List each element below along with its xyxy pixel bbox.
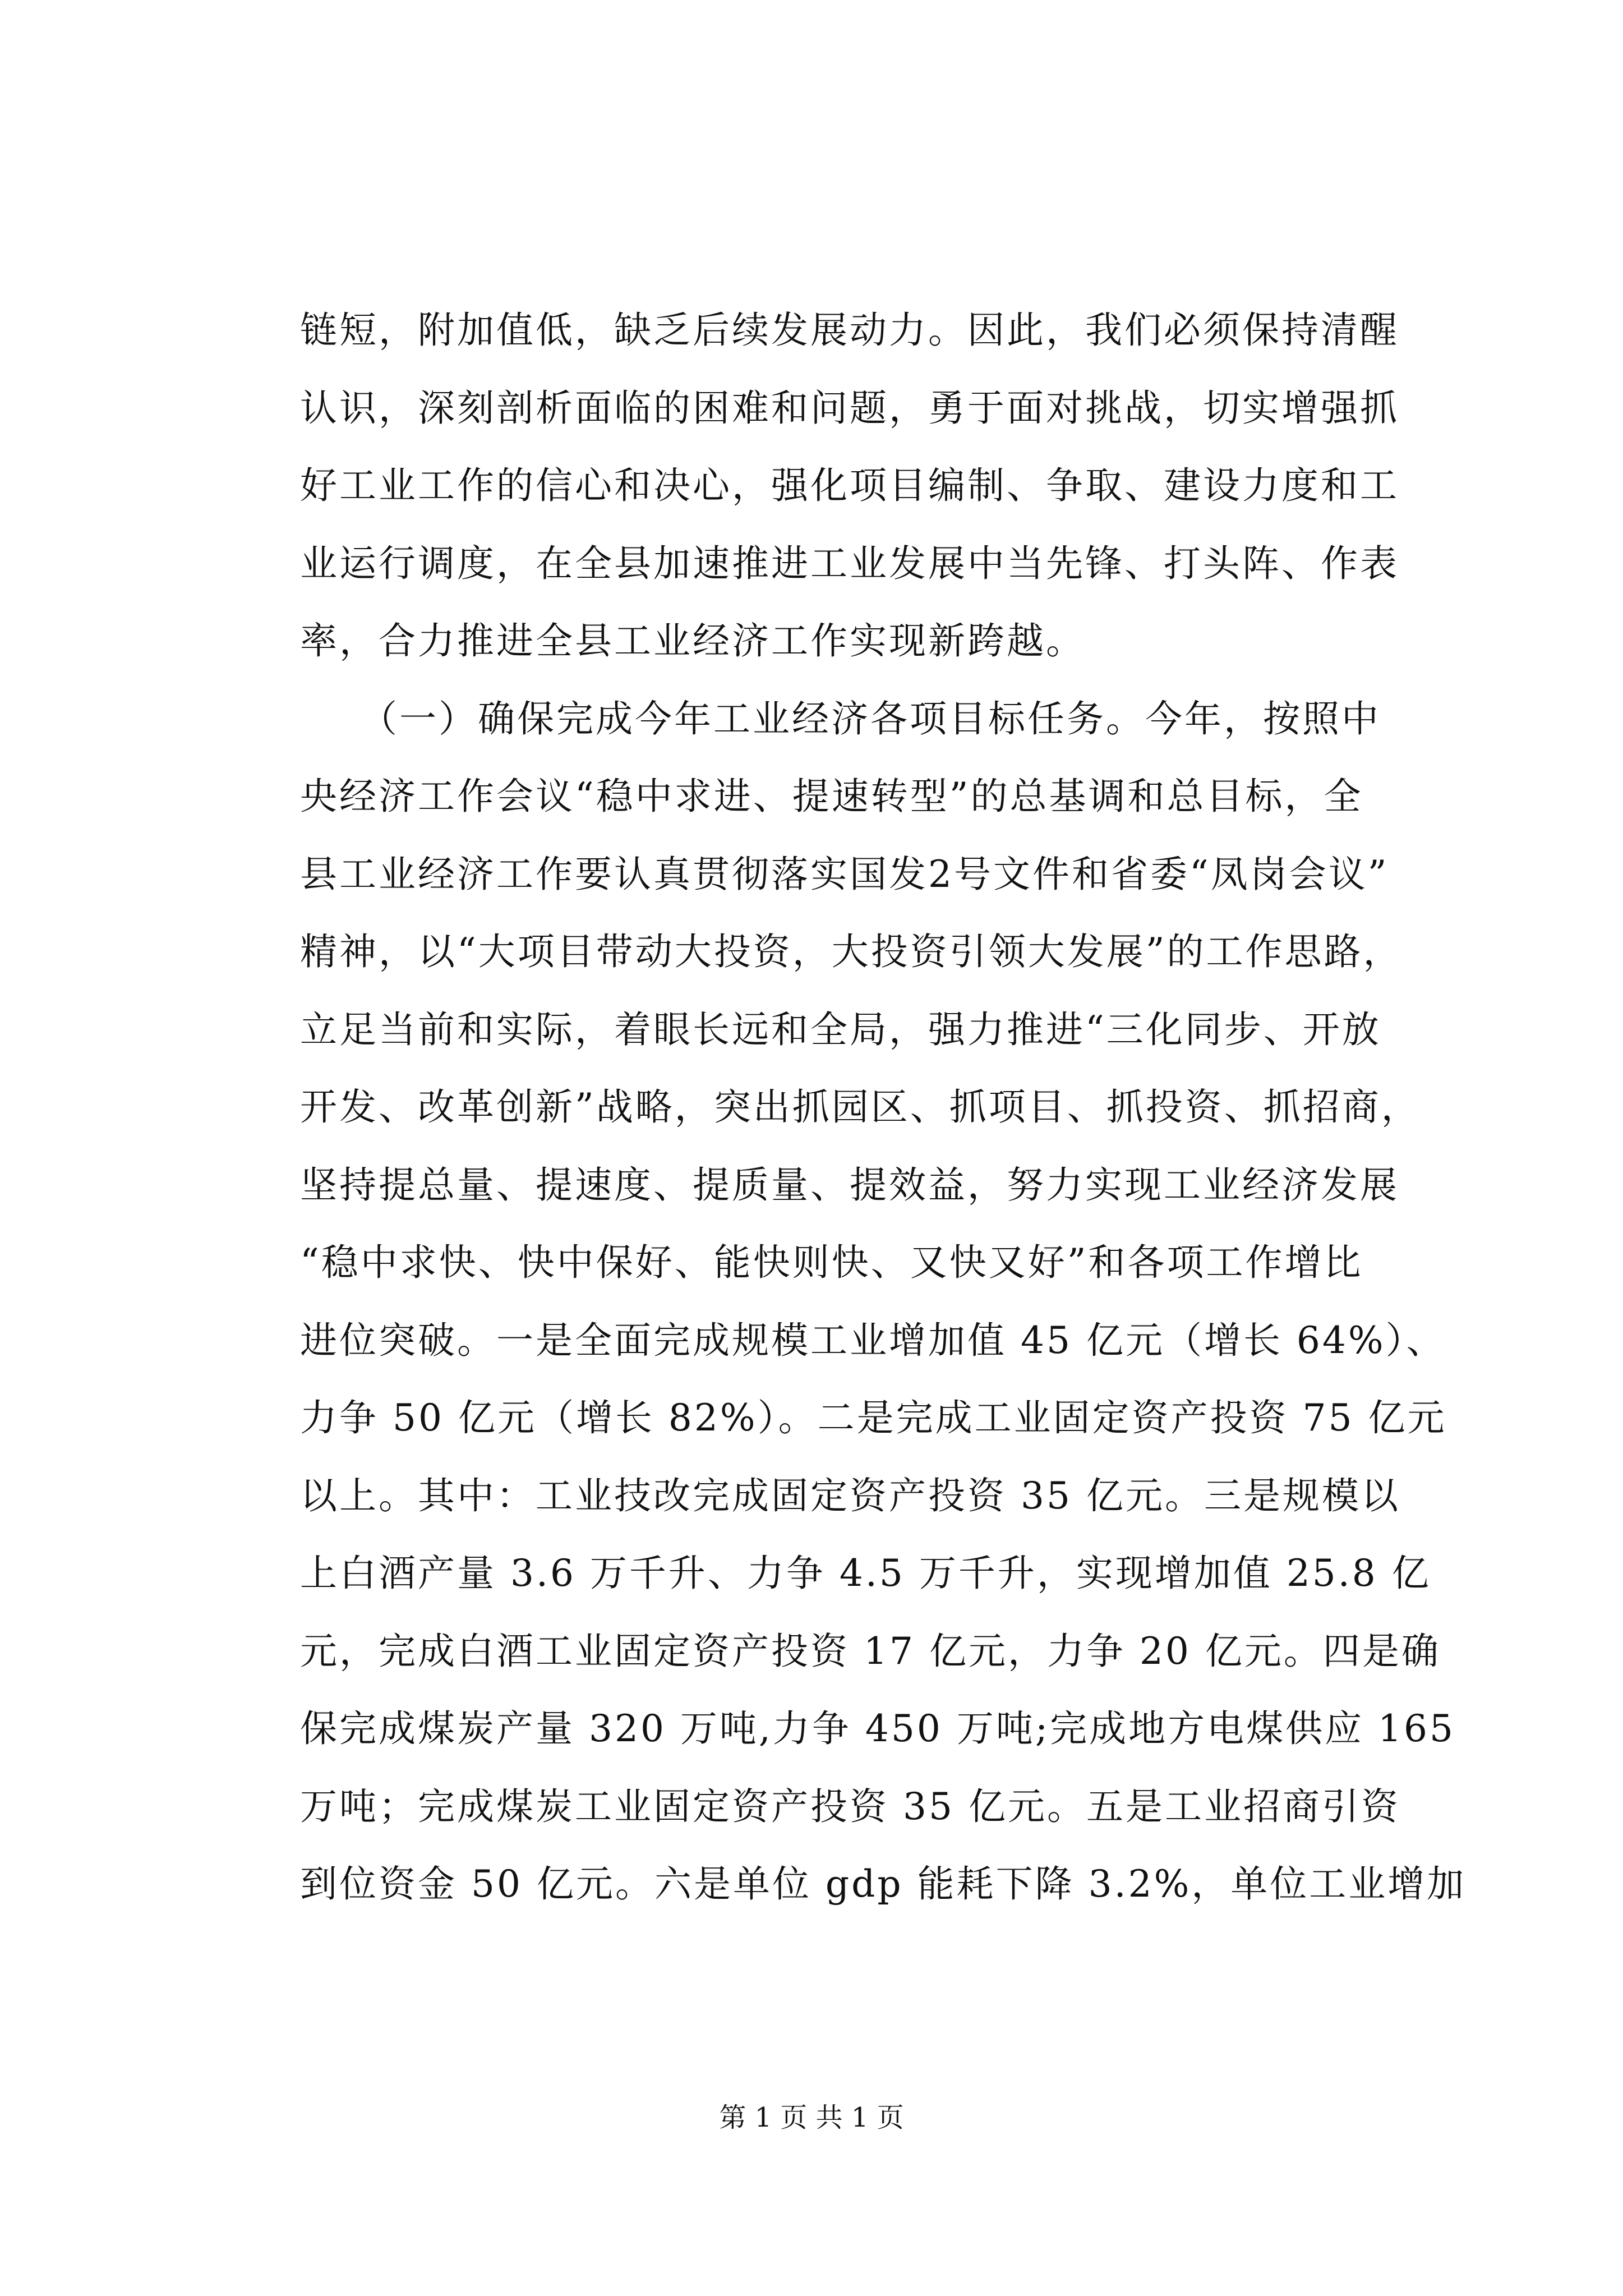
text-line: 业运行调度，在全县加速推进工业发展中当先锋、打头阵、作表	[300, 541, 1399, 585]
text-line: 立足当前和实际，着眼长远和全局，强力推进“三化同步、开放	[300, 1007, 1381, 1051]
text-line: 到位资金 50 亿元。六是单位 gdp 能耗下降 3.2%，单位工业增加	[300, 1862, 1467, 1906]
text-line: 元，完成白酒工业固定资产投资 17 亿元，力争 20 亿元。四是确	[300, 1629, 1441, 1673]
text-line: 上白酒产量 3.6 万千升、力争 4.5 万千升，实现增加值 25.8 亿	[300, 1552, 1431, 1595]
text-line: 率，合力推进全县工业经济工作实现新跨越。	[300, 619, 1085, 662]
text-line: 认识，深刻剖析面临的困难和问题，勇于面对挑战，切实增强抓	[300, 386, 1399, 430]
page-footer: 第 1 页 共 1 页	[719, 2102, 904, 2133]
text-line: 精神，以“大项目带动大投资，大投资引领大发展”的工作思路，	[300, 930, 1403, 973]
text-line: 县工业经济工作要认真贯彻落实国发2号文件和省委“凤岗会议”	[300, 852, 1389, 896]
text-line: “稳中求快、快中保好、能快则快、又快又好”和各项工作增比	[300, 1241, 1363, 1284]
text-line: 链短，附加值低，缺乏后续发展动力。因此，我们必须保持清醒	[300, 309, 1399, 352]
text-line: 开发、改革创新”战略，突出抓园区、抓项目、抓投资、抓招商，	[300, 1085, 1421, 1129]
text-line: 坚持提总量、提速度、提质量、提效益，努力实现工业经济发展	[300, 1163, 1399, 1207]
text-line: 保完成煤炭产量 320 万吨,力争 450 万吨;完成地方电煤供应 165	[300, 1707, 1456, 1750]
text-line: （一）确保完成今年工业经济各项目标任务。今年，按照中	[300, 697, 1381, 740]
text-line: 以上。其中：工业技改完成固定资产投资 35 亿元。三是规模以	[300, 1474, 1400, 1517]
text-line: 好工业工作的信心和决心，强化项目编制、争取、建设力度和工	[300, 464, 1399, 507]
text-line: 进位突破。一是全面完成规模工业增加值 45 亿元（增长 64%）、	[300, 1318, 1446, 1362]
text-line: 万吨；完成煤炭工业固定资产投资 35 亿元。五是工业招商引资	[300, 1784, 1400, 1828]
text-line: 力争 50 亿元（增长 82%）。二是完成工业固定资产投资 75 亿元	[300, 1396, 1447, 1439]
document-body	[300, 292, 1467, 1924]
text-line: 央经济工作会议“稳中求进、提速转型”的总基调和总目标，全	[300, 775, 1363, 818]
